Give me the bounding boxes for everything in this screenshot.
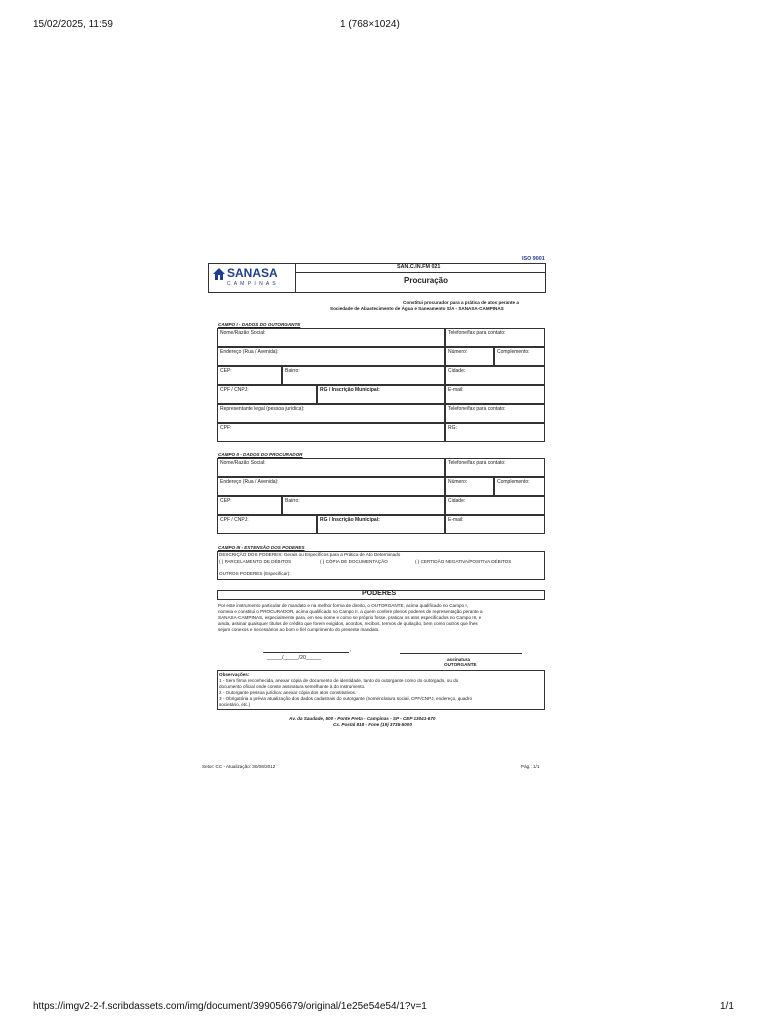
header-divider: [295, 263, 296, 293]
intro-line-1: Constitui procurador para a prática de atos perante a: [403, 300, 519, 305]
campo3-outros[interactable]: OUTROS PODERES (Especificar):: [219, 571, 291, 576]
observacoes-1: 1 - Sem firma reconhecida, anexar cópia de documento de identidade, tanto do outorgante como do outorgado, ou do: [219, 678, 459, 683]
campo2-telefone-field[interactable]: Telefone/fax para contato:: [445, 458, 545, 477]
date-line[interactable]: _____/_____/20_____: [267, 655, 321, 661]
poderes-text-3: SANASA-CAMPINAS, especialmente para, em seu nome e como se próprio fosse, praticar os atos especificados no Campo III, e: [218, 615, 482, 620]
observacoes-2: 2 - Outorgante pessoa jurídica: anexar cópia dos atos constitutivos.: [219, 690, 357, 695]
address-line-1: Av. da Saudade, 500 - Ponte Preta - Campinas - SP - CEP 13041-670: [289, 716, 436, 721]
poderes-text-4: ainda, assinar quaisquer títulos de crédito que forem exigidos, acordos, recibos, termos de quitação, bem como outros que lhes: [218, 621, 478, 626]
poderes-text-1: Por este instrumento particular de mandato e na melhor forma de direito, o OUTORGANTE, acima qualificado no Campo I,: [218, 603, 468, 608]
campo1-cidade-field[interactable]: Cidade:: [445, 366, 545, 385]
poderes-text-2: nomeia e constitui o PROCURADOR, acima qualificado no Campo II, a quem confere plenos poderes de representação perante a: [218, 609, 483, 614]
campo1-heading: CAMPO I - DADOS DO OUTORGANTE: [218, 322, 301, 327]
signature-outorgante: OUTORGANTE: [444, 662, 477, 667]
campo1-nome-field[interactable]: Nome/Razão Social:: [217, 328, 445, 347]
print-page-title: 1 (768×1024): [340, 19, 400, 30]
campo1-numero-field[interactable]: Número:: [445, 347, 494, 366]
campo1-cep-field[interactable]: CEP:: [217, 366, 282, 385]
house-logo-icon: [212, 267, 226, 281]
campo3-option-certidao[interactable]: ( ) CERTIDÃO NEGATIVA/POSITIVA DÉBITOS: [415, 559, 512, 564]
campo3-option-parcelamento[interactable]: ( ) PARCELAMENTO DE DÉBITOS: [219, 559, 292, 564]
procuracao-document: [202, 254, 550, 774]
signature-line[interactable]: [400, 653, 522, 654]
iso-label: ISO 9001: [522, 256, 545, 262]
campo2-cidade-field[interactable]: Cidade:: [445, 496, 545, 515]
campo1-cpf-field[interactable]: CPF:: [217, 423, 445, 442]
campo2-cep-field[interactable]: CEP:: [217, 496, 282, 515]
campo2-endereco-field[interactable]: Endereço (Rua / Avenida):: [217, 477, 445, 496]
setor-label: Setor: CC - Atualização: 30/08/2012: [202, 764, 276, 769]
campo2-numero-field[interactable]: Número:: [445, 477, 494, 496]
campo1-email-field[interactable]: E-mail:: [445, 385, 545, 404]
observacoes-title: Observações:: [219, 672, 250, 677]
address-line-2: Cx. Postal 818 - Fone (19) 3735-5000: [333, 722, 412, 727]
intro-line-2: Sociedade de Abastecimento de Água e Saneamento S/A - SANASA-CAMPINAS: [330, 306, 504, 311]
campo2-heading: CAMPO II - DADOS DO PROCURADOR: [218, 452, 303, 457]
print-page-count: 1/1: [720, 1001, 734, 1012]
campo1-rg-inscricao-field[interactable]: RG / Inscrição Municipal:: [317, 385, 445, 404]
campo1-telefone-field[interactable]: Telefone/fax para contato:: [445, 328, 545, 347]
poderes-title: PODERES: [362, 590, 397, 597]
campo1-bairro-field[interactable]: Bairro:: [282, 366, 445, 385]
print-url: https://imgv2-2-f.scribdassets.com/img/document/399056679/original/1e25e54e54/1?v=1: [33, 1001, 427, 1012]
print-timestamp: 15/02/2025, 11:59: [33, 19, 113, 30]
observacoes-3: 3 - Obrigatória a prévia atualização dos dados cadastrais do outorgante (nomenclatura social, CPF/CNPJ, endereço, quadro: [219, 696, 473, 701]
place-line: [263, 652, 349, 653]
campo1-rg-field[interactable]: RG:: [445, 423, 545, 442]
campo1-cpf-cnpj-field[interactable]: CPF / CNPJ:: [217, 385, 317, 404]
campo3-option-copia[interactable]: ( ) CÓPIA DE DOCUMENTAÇÃO: [320, 559, 388, 564]
campo1-endereco-field[interactable]: Endereço (Rua / Avenida):: [217, 347, 445, 366]
observacoes-3b: societário, etc.): [219, 702, 251, 707]
logo-sanasa: SANASA: [227, 266, 278, 280]
campo2-cpf-cnpj-field[interactable]: CPF / CNPJ:: [217, 515, 317, 534]
campo1-complemento-field[interactable]: Complemento:: [494, 347, 545, 366]
signature-label: assinatura: [447, 657, 470, 662]
campo2-bairro-field[interactable]: Bairro:: [282, 496, 445, 515]
campo3-descricao: DESCRIÇÃO DOS PODERES: Gerais ou Específicos para a Prática de Ato Determinado: [219, 552, 401, 557]
campo2-rg-inscricao-field[interactable]: RG / Inscrição Municipal:: [317, 515, 445, 534]
campo2-nome-field[interactable]: Nome/Razão Social:: [217, 458, 445, 477]
poderes-text-5: sejam conexos e necessários ao bom e fiel cumprimento do presente mandato.: [218, 627, 380, 632]
campo2-complemento-field[interactable]: Complemento:: [494, 477, 545, 496]
observacoes-1b: documento oficial onde conste assinatura semelhante à do instrumento.: [219, 684, 366, 689]
campo1-telefone2-field[interactable]: Telefone/fax para contato:: [445, 404, 545, 423]
campo3-heading: CAMPO III - EXTENSÃO DOS PODERES: [218, 545, 305, 550]
place-comma: ,: [350, 647, 352, 653]
header-hline: [295, 272, 546, 273]
campo1-representante-field[interactable]: Representante legal (pessoa jurídica):: [217, 404, 445, 423]
form-title: Procuração: [404, 276, 449, 285]
form-code: SAN.C.IN.FM 021: [397, 264, 441, 270]
page-number: Pág.: 1/1: [521, 764, 540, 769]
campo2-email-field[interactable]: E-mail:: [445, 515, 545, 534]
logo-campinas: C A M P I N A S: [227, 281, 277, 287]
